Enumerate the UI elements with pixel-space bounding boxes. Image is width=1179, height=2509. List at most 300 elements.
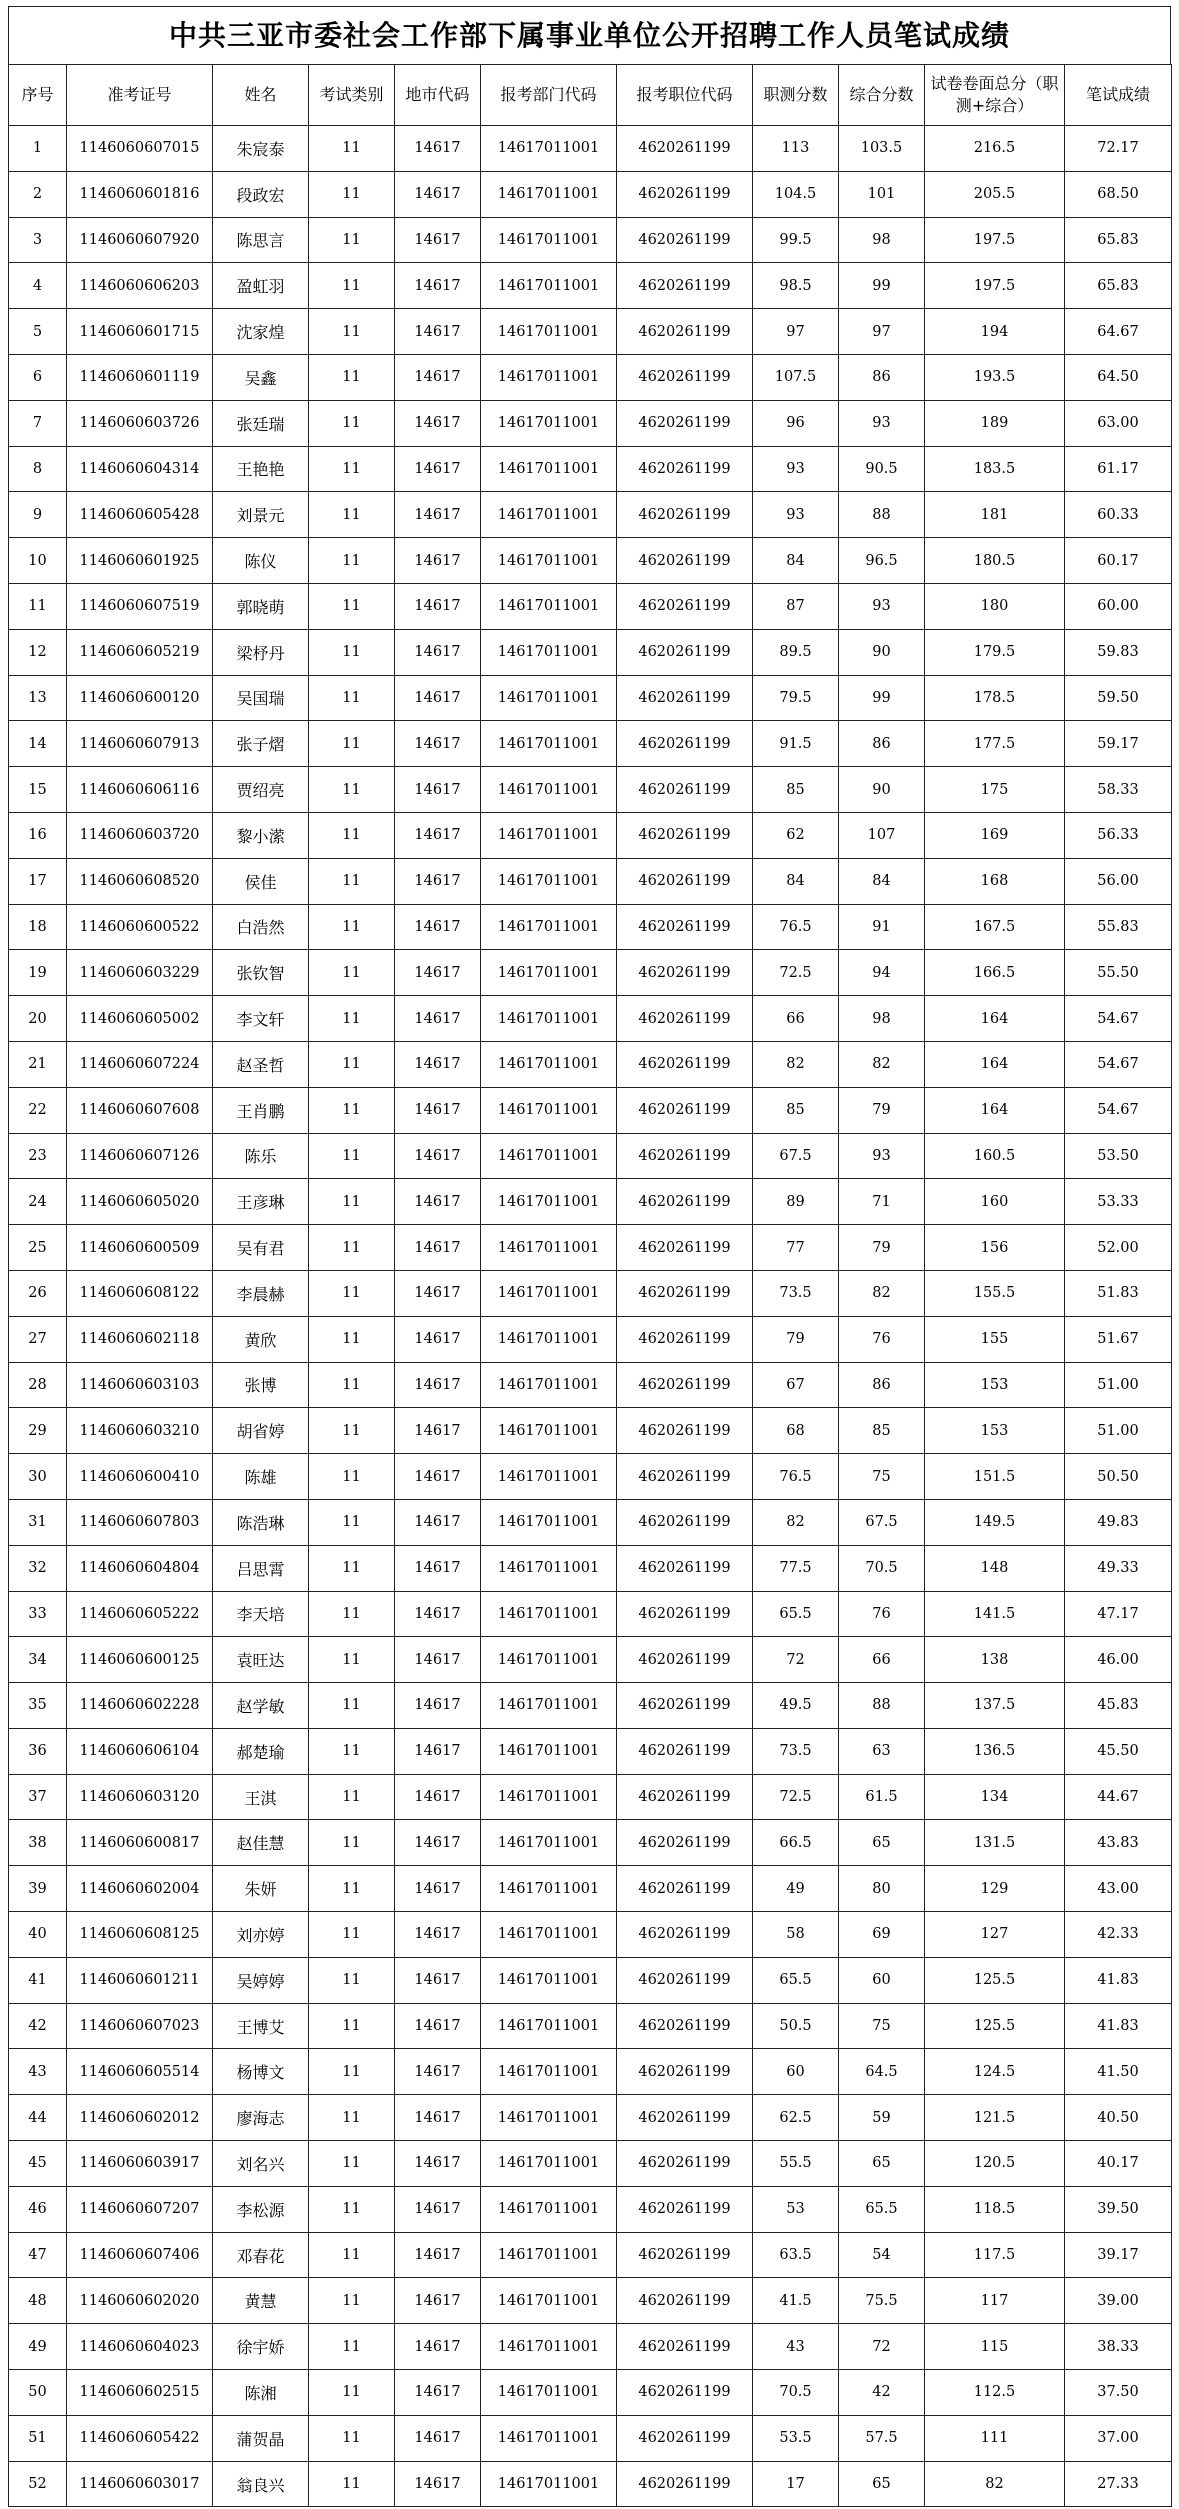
- table-row: [9, 1866, 1172, 1912]
- cell-city-code: 14617: [395, 217, 481, 263]
- cell-exam-type: 11: [309, 1408, 395, 1454]
- cell-aptitude-score: 76.5: [753, 904, 839, 950]
- cell-exam-id: 1146060602004: [67, 1866, 213, 1912]
- cell-seq: 34: [9, 1637, 67, 1683]
- cell-total-score: 121.5: [925, 2095, 1065, 2141]
- table-body: [9, 126, 1172, 2507]
- cell-exam-id: 1146060608520: [67, 858, 213, 904]
- cell-total-score: 131.5: [925, 1820, 1065, 1866]
- cell-written-score: 54.67: [1065, 996, 1172, 1042]
- cell-exam-type: 11: [309, 2370, 395, 2416]
- cell-dept-code: 14617011001: [481, 2095, 617, 2141]
- cell-seq: 7: [9, 400, 67, 446]
- cell-exam-id: 1146060603720: [67, 812, 213, 858]
- cell-position-code: 4620261199: [617, 1637, 753, 1683]
- cell-written-score: 45.50: [1065, 1728, 1172, 1774]
- cell-general-score: 75: [839, 1454, 925, 1500]
- cell-name: 陈浩琳: [213, 1499, 309, 1545]
- table-row: [9, 1041, 1172, 1087]
- cell-city-code: 14617: [395, 1866, 481, 1912]
- cell-city-code: 14617: [395, 1041, 481, 1087]
- cell-aptitude-score: 85: [753, 767, 839, 813]
- cell-dept-code: 14617011001: [481, 1087, 617, 1133]
- cell-city-code: 14617: [395, 126, 481, 172]
- cell-exam-id: 1146060607406: [67, 2232, 213, 2278]
- cell-exam-id: 1146060607126: [67, 1133, 213, 1179]
- cell-aptitude-score: 91.5: [753, 721, 839, 767]
- cell-name: 白浩然: [213, 904, 309, 950]
- cell-city-code: 14617: [395, 1774, 481, 1820]
- cell-position-code: 4620261199: [617, 1820, 753, 1866]
- cell-city-code: 14617: [395, 309, 481, 355]
- cell-exam-id: 1146060600817: [67, 1820, 213, 1866]
- cell-name: 张廷瑞: [213, 400, 309, 446]
- cell-aptitude-score: 62: [753, 812, 839, 858]
- cell-exam-id: 1146060607913: [67, 721, 213, 767]
- cell-total-score: 120.5: [925, 2141, 1065, 2187]
- table-row: [9, 1362, 1172, 1408]
- cell-dept-code: 14617011001: [481, 263, 617, 309]
- cell-name: 陈雄: [213, 1454, 309, 1500]
- cell-aptitude-score: 76.5: [753, 1454, 839, 1500]
- cell-written-score: 52.00: [1065, 1225, 1172, 1271]
- cell-seq: 3: [9, 217, 67, 263]
- cell-exam-type: 11: [309, 1637, 395, 1683]
- cell-name: 梁杼丹: [213, 629, 309, 675]
- cell-dept-code: 14617011001: [481, 2278, 617, 2324]
- cell-name: 吴有君: [213, 1225, 309, 1271]
- table-row: [9, 2049, 1172, 2095]
- cell-written-score: 56.33: [1065, 812, 1172, 858]
- cell-seq: 4: [9, 263, 67, 309]
- cell-city-code: 14617: [395, 1683, 481, 1729]
- cell-city-code: 14617: [395, 1408, 481, 1454]
- cell-total-score: 153: [925, 1362, 1065, 1408]
- cell-dept-code: 14617011001: [481, 2141, 617, 2187]
- cell-written-score: 64.67: [1065, 309, 1172, 355]
- cell-seq: 48: [9, 2278, 67, 2324]
- cell-exam-id: 1146060602012: [67, 2095, 213, 2141]
- cell-written-score: 41.50: [1065, 2049, 1172, 2095]
- cell-written-score: 53.50: [1065, 1133, 1172, 1179]
- table-row: [9, 1270, 1172, 1316]
- table-row: [9, 721, 1172, 767]
- cell-name: 李天培: [213, 1591, 309, 1637]
- cell-aptitude-score: 60: [753, 2049, 839, 2095]
- cell-aptitude-score: 67: [753, 1362, 839, 1408]
- cell-position-code: 4620261199: [617, 492, 753, 538]
- cell-written-score: 59.83: [1065, 629, 1172, 675]
- cell-general-score: 93: [839, 1133, 925, 1179]
- cell-dept-code: 14617011001: [481, 812, 617, 858]
- cell-position-code: 4620261199: [617, 767, 753, 813]
- cell-position-code: 4620261199: [617, 1225, 753, 1271]
- column-header-written-score: 笔试成绩: [1065, 65, 1172, 126]
- cell-city-code: 14617: [395, 2415, 481, 2461]
- cell-position-code: 4620261199: [617, 2141, 753, 2187]
- table-row: [9, 1179, 1172, 1225]
- cell-position-code: 4620261199: [617, 1270, 753, 1316]
- cell-city-code: 14617: [395, 2141, 481, 2187]
- cell-written-score: 58.33: [1065, 767, 1172, 813]
- cell-aptitude-score: 66.5: [753, 1820, 839, 1866]
- cell-written-score: 59.50: [1065, 675, 1172, 721]
- column-header-city-code: 地市代码: [395, 65, 481, 126]
- cell-exam-type: 11: [309, 1133, 395, 1179]
- table-row: [9, 1316, 1172, 1362]
- cell-exam-type: 11: [309, 1225, 395, 1271]
- cell-name: 刘亦婷: [213, 1912, 309, 1958]
- cell-general-score: 61.5: [839, 1774, 925, 1820]
- cell-position-code: 4620261199: [617, 1316, 753, 1362]
- cell-position-code: 4620261199: [617, 171, 753, 217]
- cell-seq: 39: [9, 1866, 67, 1912]
- cell-aptitude-score: 73.5: [753, 1728, 839, 1774]
- cell-exam-type: 11: [309, 1774, 395, 1820]
- cell-position-code: 4620261199: [617, 1683, 753, 1729]
- cell-dept-code: 14617011001: [481, 583, 617, 629]
- cell-dept-code: 14617011001: [481, 767, 617, 813]
- table-row: [9, 217, 1172, 263]
- cell-written-score: 65.83: [1065, 217, 1172, 263]
- table-row: [9, 1591, 1172, 1637]
- table-row: [9, 767, 1172, 813]
- cell-city-code: 14617: [395, 1270, 481, 1316]
- cell-city-code: 14617: [395, 1362, 481, 1408]
- cell-written-score: 38.33: [1065, 2324, 1172, 2370]
- cell-seq: 40: [9, 1912, 67, 1958]
- column-header-dept-code: 报考部门代码: [481, 65, 617, 126]
- cell-general-score: 59: [839, 2095, 925, 2141]
- cell-general-score: 88: [839, 492, 925, 538]
- cell-seq: 15: [9, 767, 67, 813]
- cell-position-code: 4620261199: [617, 446, 753, 492]
- cell-written-score: 64.50: [1065, 354, 1172, 400]
- cell-seq: 36: [9, 1728, 67, 1774]
- cell-seq: 37: [9, 1774, 67, 1820]
- cell-name: 陈乐: [213, 1133, 309, 1179]
- cell-aptitude-score: 97: [753, 309, 839, 355]
- cell-position-code: 4620261199: [617, 1499, 753, 1545]
- cell-name: 李文轩: [213, 996, 309, 1042]
- column-header-name: 姓名: [213, 65, 309, 126]
- cell-total-score: 141.5: [925, 1591, 1065, 1637]
- cell-exam-id: 1146060602020: [67, 2278, 213, 2324]
- cell-dept-code: 14617011001: [481, 1179, 617, 1225]
- cell-name: 王博艾: [213, 2003, 309, 2049]
- table-row: [9, 1225, 1172, 1271]
- cell-dept-code: 14617011001: [481, 721, 617, 767]
- cell-city-code: 14617: [395, 1454, 481, 1500]
- cell-city-code: 14617: [395, 583, 481, 629]
- table-row: [9, 263, 1172, 309]
- cell-written-score: 55.83: [1065, 904, 1172, 950]
- cell-aptitude-score: 98.5: [753, 263, 839, 309]
- cell-name: 沈家煌: [213, 309, 309, 355]
- cell-city-code: 14617: [395, 2324, 481, 2370]
- table-row: [9, 2141, 1172, 2187]
- cell-exam-id: 1146060603103: [67, 1362, 213, 1408]
- cell-city-code: 14617: [395, 171, 481, 217]
- cell-general-score: 96.5: [839, 538, 925, 584]
- cell-aptitude-score: 55.5: [753, 2141, 839, 2187]
- table-row: [9, 538, 1172, 584]
- cell-dept-code: 14617011001: [481, 217, 617, 263]
- cell-position-code: 4620261199: [617, 904, 753, 950]
- cell-written-score: 39.00: [1065, 2278, 1172, 2324]
- cell-general-score: 60: [839, 1957, 925, 2003]
- cell-name: 李松源: [213, 2186, 309, 2232]
- cell-exam-id: 1146060603229: [67, 950, 213, 996]
- cell-total-score: 180.5: [925, 538, 1065, 584]
- cell-city-code: 14617: [395, 2003, 481, 2049]
- cell-exam-type: 11: [309, 1683, 395, 1729]
- table-row: [9, 1774, 1172, 1820]
- cell-seq: 9: [9, 492, 67, 538]
- table-row: [9, 1545, 1172, 1591]
- cell-aptitude-score: 53.5: [753, 2415, 839, 2461]
- cell-general-score: 75: [839, 2003, 925, 2049]
- cell-general-score: 71: [839, 1179, 925, 1225]
- cell-exam-id: 1146060607023: [67, 2003, 213, 2049]
- column-header-position-code: 报考职位代码: [617, 65, 753, 126]
- cell-name: 郭晓萌: [213, 583, 309, 629]
- cell-position-code: 4620261199: [617, 1041, 753, 1087]
- cell-exam-type: 11: [309, 446, 395, 492]
- cell-aptitude-score: 85: [753, 1087, 839, 1133]
- cell-aptitude-score: 113: [753, 126, 839, 172]
- cell-general-score: 90: [839, 629, 925, 675]
- cell-aptitude-score: 41.5: [753, 2278, 839, 2324]
- cell-exam-type: 11: [309, 1499, 395, 1545]
- cell-general-score: 101: [839, 171, 925, 217]
- cell-dept-code: 14617011001: [481, 1408, 617, 1454]
- cell-dept-code: 14617011001: [481, 446, 617, 492]
- cell-exam-type: 11: [309, 400, 395, 446]
- cell-name: 王肖鹏: [213, 1087, 309, 1133]
- cell-seq: 51: [9, 2415, 67, 2461]
- cell-seq: 10: [9, 538, 67, 584]
- table-row: [9, 2095, 1172, 2141]
- cell-written-score: 60.17: [1065, 538, 1172, 584]
- cell-total-score: 160.5: [925, 1133, 1065, 1179]
- cell-written-score: 40.50: [1065, 2095, 1172, 2141]
- cell-exam-id: 1146060605428: [67, 492, 213, 538]
- cell-dept-code: 14617011001: [481, 1545, 617, 1591]
- cell-seq: 43: [9, 2049, 67, 2095]
- cell-written-score: 59.17: [1065, 721, 1172, 767]
- cell-written-score: 60.00: [1065, 583, 1172, 629]
- cell-aptitude-score: 93: [753, 492, 839, 538]
- cell-written-score: 47.17: [1065, 1591, 1172, 1637]
- cell-name: 蒲贺晶: [213, 2415, 309, 2461]
- cell-exam-type: 11: [309, 2415, 395, 2461]
- cell-city-code: 14617: [395, 2278, 481, 2324]
- cell-dept-code: 14617011001: [481, 1683, 617, 1729]
- cell-total-score: 164: [925, 996, 1065, 1042]
- cell-city-code: 14617: [395, 629, 481, 675]
- cell-aptitude-score: 104.5: [753, 171, 839, 217]
- page-title: 中共三亚市委社会工作部下属事业单位公开招聘工作人员笔试成绩: [8, 6, 1171, 64]
- cell-exam-type: 11: [309, 675, 395, 721]
- cell-written-score: 68.50: [1065, 171, 1172, 217]
- cell-seq: 6: [9, 354, 67, 400]
- cell-exam-type: 11: [309, 263, 395, 309]
- cell-aptitude-score: 73.5: [753, 1270, 839, 1316]
- cell-dept-code: 14617011001: [481, 2049, 617, 2095]
- cell-aptitude-score: 82: [753, 1499, 839, 1545]
- cell-city-code: 14617: [395, 2186, 481, 2232]
- cell-general-score: 98: [839, 217, 925, 263]
- cell-general-score: 103.5: [839, 126, 925, 172]
- cell-position-code: 4620261199: [617, 217, 753, 263]
- cell-exam-type: 11: [309, 721, 395, 767]
- cell-exam-id: 1146060600522: [67, 904, 213, 950]
- cell-name: 袁旺达: [213, 1637, 309, 1683]
- cell-general-score: 66: [839, 1637, 925, 1683]
- cell-aptitude-score: 63.5: [753, 2232, 839, 2278]
- cell-name: 盈虹羽: [213, 263, 309, 309]
- cell-written-score: 45.83: [1065, 1683, 1172, 1729]
- cell-total-score: 117: [925, 2278, 1065, 2324]
- cell-total-score: 155.5: [925, 1270, 1065, 1316]
- cell-city-code: 14617: [395, 1728, 481, 1774]
- cell-exam-type: 11: [309, 1728, 395, 1774]
- table-header-row: [9, 65, 1172, 126]
- cell-position-code: 4620261199: [617, 400, 753, 446]
- cell-seq: 32: [9, 1545, 67, 1591]
- cell-position-code: 4620261199: [617, 1362, 753, 1408]
- cell-general-score: 86: [839, 1362, 925, 1408]
- cell-exam-type: 11: [309, 583, 395, 629]
- cell-name: 黄欣: [213, 1316, 309, 1362]
- cell-position-code: 4620261199: [617, 538, 753, 584]
- cell-total-score: 160: [925, 1179, 1065, 1225]
- cell-general-score: 72: [839, 2324, 925, 2370]
- cell-position-code: 4620261199: [617, 2095, 753, 2141]
- cell-position-code: 4620261199: [617, 721, 753, 767]
- cell-dept-code: 14617011001: [481, 2003, 617, 2049]
- cell-exam-type: 11: [309, 2324, 395, 2370]
- cell-general-score: 94: [839, 950, 925, 996]
- cell-city-code: 14617: [395, 1820, 481, 1866]
- table-row: [9, 1087, 1172, 1133]
- cell-dept-code: 14617011001: [481, 1957, 617, 2003]
- cell-aptitude-score: 68: [753, 1408, 839, 1454]
- cell-position-code: 4620261199: [617, 1545, 753, 1591]
- cell-exam-id: 1146060603210: [67, 1408, 213, 1454]
- cell-general-score: 76: [839, 1316, 925, 1362]
- cell-general-score: 65: [839, 2461, 925, 2507]
- column-header-total-score: 试卷卷面总分（职测+综合）: [925, 65, 1065, 126]
- cell-written-score: 43.00: [1065, 1866, 1172, 1912]
- table-row: [9, 400, 1172, 446]
- cell-written-score: 61.17: [1065, 446, 1172, 492]
- cell-dept-code: 14617011001: [481, 1362, 617, 1408]
- cell-general-score: 91: [839, 904, 925, 950]
- cell-position-code: 4620261199: [617, 1957, 753, 2003]
- cell-seq: 47: [9, 2232, 67, 2278]
- cell-exam-id: 1146060605002: [67, 996, 213, 1042]
- cell-dept-code: 14617011001: [481, 1820, 617, 1866]
- cell-aptitude-score: 62.5: [753, 2095, 839, 2141]
- cell-general-score: 57.5: [839, 2415, 925, 2461]
- column-header-aptitude-score: 职测分数: [753, 65, 839, 126]
- cell-dept-code: 14617011001: [481, 1316, 617, 1362]
- cell-name: 赵学敏: [213, 1683, 309, 1729]
- cell-seq: 13: [9, 675, 67, 721]
- cell-name: 陈仪: [213, 538, 309, 584]
- cell-exam-id: 1146060601816: [67, 171, 213, 217]
- cell-aptitude-score: 50.5: [753, 2003, 839, 2049]
- cell-general-score: 88: [839, 1683, 925, 1729]
- cell-dept-code: 14617011001: [481, 2186, 617, 2232]
- cell-exam-id: 1146060606104: [67, 1728, 213, 1774]
- cell-aptitude-score: 65.5: [753, 1957, 839, 2003]
- cell-seq: 2: [9, 171, 67, 217]
- cell-total-score: 164: [925, 1087, 1065, 1133]
- cell-total-score: 118.5: [925, 2186, 1065, 2232]
- cell-exam-type: 11: [309, 2003, 395, 2049]
- cell-seq: 12: [9, 629, 67, 675]
- cell-exam-type: 11: [309, 126, 395, 172]
- cell-aptitude-score: 79.5: [753, 675, 839, 721]
- cell-written-score: 43.83: [1065, 1820, 1172, 1866]
- cell-exam-id: 1146060605422: [67, 2415, 213, 2461]
- cell-aptitude-score: 107.5: [753, 354, 839, 400]
- cell-dept-code: 14617011001: [481, 171, 617, 217]
- cell-exam-id: 1146060604804: [67, 1545, 213, 1591]
- cell-exam-type: 11: [309, 354, 395, 400]
- cell-total-score: 156: [925, 1225, 1065, 1271]
- cell-exam-id: 1146060607207: [67, 2186, 213, 2232]
- cell-written-score: 63.00: [1065, 400, 1172, 446]
- cell-written-score: 37.50: [1065, 2370, 1172, 2416]
- cell-exam-id: 1146060607608: [67, 1087, 213, 1133]
- cell-name: 吴婷婷: [213, 1957, 309, 2003]
- cell-dept-code: 14617011001: [481, 1728, 617, 1774]
- cell-position-code: 4620261199: [617, 2232, 753, 2278]
- cell-city-code: 14617: [395, 1179, 481, 1225]
- table-row: [9, 1820, 1172, 1866]
- cell-exam-id: 1146060603017: [67, 2461, 213, 2507]
- cell-aptitude-score: 96: [753, 400, 839, 446]
- cell-general-score: 80: [839, 1866, 925, 1912]
- cell-name: 朱妍: [213, 1866, 309, 1912]
- cell-name: 翁良兴: [213, 2461, 309, 2507]
- cell-total-score: 183.5: [925, 446, 1065, 492]
- cell-aptitude-score: 53: [753, 2186, 839, 2232]
- cell-dept-code: 14617011001: [481, 904, 617, 950]
- cell-general-score: 76: [839, 1591, 925, 1637]
- table-row: [9, 1728, 1172, 1774]
- cell-written-score: 51.83: [1065, 1270, 1172, 1316]
- cell-written-score: 49.33: [1065, 1545, 1172, 1591]
- cell-name: 侯佳: [213, 858, 309, 904]
- cell-name: 吴国瑞: [213, 675, 309, 721]
- cell-seq: 21: [9, 1041, 67, 1087]
- cell-written-score: 40.17: [1065, 2141, 1172, 2187]
- cell-total-score: 175: [925, 767, 1065, 813]
- cell-city-code: 14617: [395, 1637, 481, 1683]
- cell-total-score: 137.5: [925, 1683, 1065, 1729]
- cell-city-code: 14617: [395, 2370, 481, 2416]
- cell-name: 刘名兴: [213, 2141, 309, 2187]
- cell-exam-id: 1146060600509: [67, 1225, 213, 1271]
- cell-aptitude-score: 72.5: [753, 950, 839, 996]
- cell-position-code: 4620261199: [617, 1728, 753, 1774]
- cell-written-score: 39.17: [1065, 2232, 1172, 2278]
